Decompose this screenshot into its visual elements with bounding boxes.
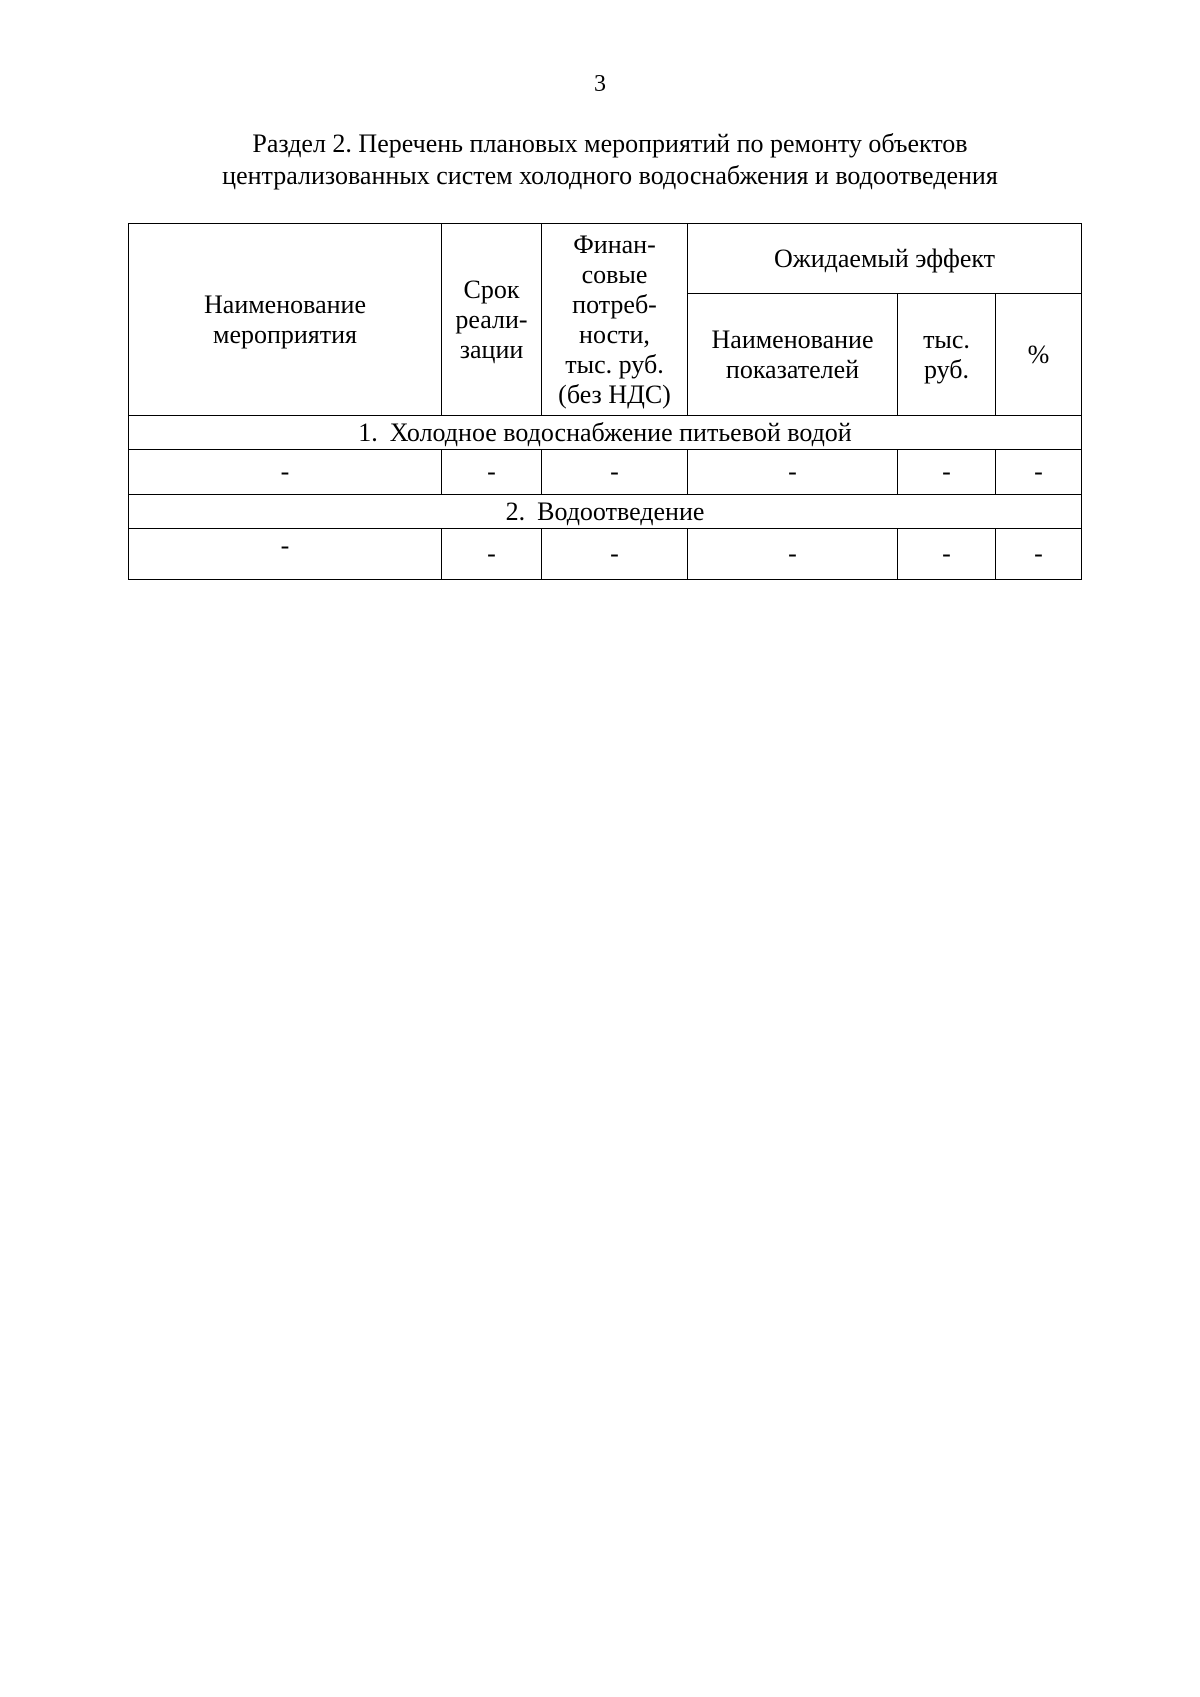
section-title-line-2: централизованных систем холодного водоснабжения и водоотведения (222, 161, 998, 190)
table-row (129, 450, 1082, 495)
section-row-1 (129, 416, 1082, 450)
table-cell: - (442, 529, 542, 580)
section-title-text: Водоотведение (537, 496, 705, 526)
page-number: 3 (594, 71, 606, 97)
table-cell: - (688, 450, 898, 495)
table-header-row-1 (129, 224, 1082, 294)
table-cell: - (898, 450, 996, 495)
planned-measures-table (128, 223, 1082, 580)
section-label-1 (129, 416, 1082, 450)
section-title-text: Холодное водоснабжение питьевой водой (389, 417, 852, 447)
table-cell: - (442, 450, 542, 495)
header-term: Срок реали-зации (442, 224, 542, 416)
table-cell: - (542, 450, 688, 495)
table-cell: - (129, 529, 442, 580)
table-cell: - (129, 450, 442, 495)
header-measure-name: Наименование мероприятия (129, 224, 442, 416)
table-cell: - (542, 529, 688, 580)
table-cell: - (996, 529, 1082, 580)
table-cell: - (898, 529, 996, 580)
table-cell: - (688, 529, 898, 580)
section-title (100, 128, 1120, 192)
section-title-line-1: Раздел 2. Перечень плановых мероприятий по ремонту объектов (252, 129, 968, 158)
header-expected-effect: Ожидаемый эффект (688, 224, 1082, 294)
section-number: 2. (505, 496, 526, 526)
section-row-2 (129, 495, 1082, 529)
header-thousand-rub: тыс. руб. (898, 294, 996, 416)
header-finance: Финан-совые потреб-ности, тыс. руб. (без НДС) (542, 224, 688, 416)
header-percent: % (996, 294, 1082, 416)
section-number: 1. (358, 417, 378, 447)
table-cell: - (996, 450, 1082, 495)
table-row (129, 529, 1082, 580)
section-label-2 (129, 495, 1082, 529)
header-indicators: Наименование показателей (688, 294, 898, 416)
